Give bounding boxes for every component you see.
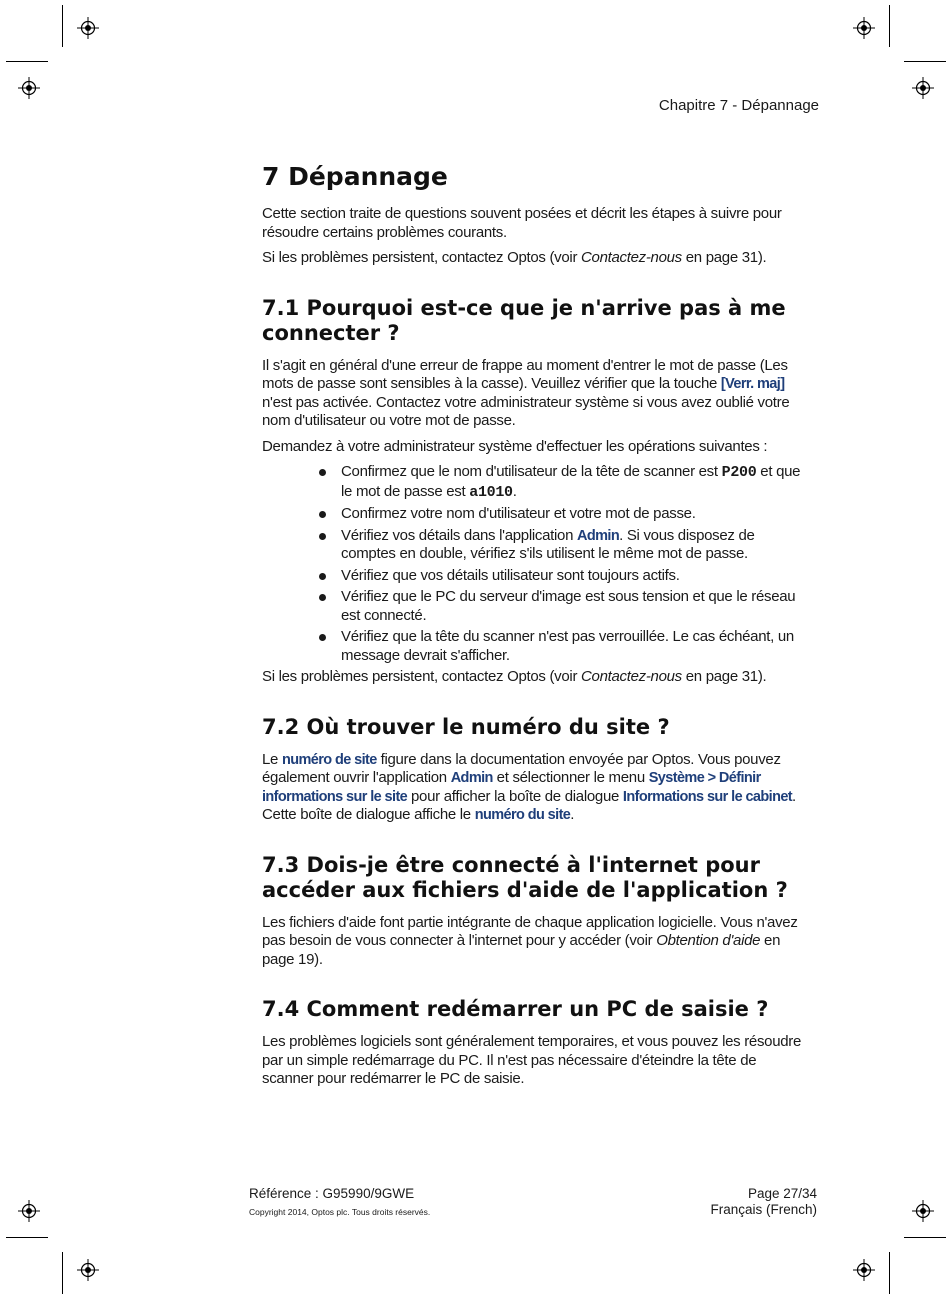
- section-7-3: [262, 853, 807, 970]
- text-segment: n'est pas activée. Contactez votre administrateur système si vous avez oublié votre nom d'utilisateur ou votre mot de passe.: [262, 393, 790, 429]
- section-heading: 7.2 Où trouver le numéro du site ?: [262, 714, 670, 739]
- text-segment: Vérifiez vos détails dans l'application: [341, 526, 577, 544]
- body-paragraph: [262, 357, 807, 431]
- menu-path-label: Système > Définir informations sur le site: [262, 770, 761, 805]
- crop-mark: [6, 1237, 48, 1238]
- list-item: [341, 527, 807, 564]
- language-label: Français (French): [710, 1202, 817, 1217]
- body-paragraph: Les problèmes logiciels sont généralement temporaires, et vous pouvez les résoudre par un simple redémarrage du PC. Il n'est pas nécessaire d'éteindre la tête de scanner pour redémarrer le PC de saisie.: [262, 1033, 802, 1087]
- crop-mark: [62, 5, 63, 47]
- cross-reference-link[interactable]: Contactez-nous: [581, 668, 682, 685]
- registration-mark-icon: [912, 1200, 934, 1222]
- section-7-2: [262, 715, 807, 825]
- crop-mark: [62, 1252, 63, 1294]
- body-paragraph: [262, 914, 807, 970]
- admin-app-label: Admin: [450, 770, 493, 786]
- dialog-name-label: Informations sur le cabinet: [622, 788, 793, 805]
- text-segment: figure dans la documentation envoyée par Optos. Vous pouvez également ouvrir l'application: [262, 750, 781, 786]
- text-segment: Les fichiers d'aide font partie intégrante de chaque application logicielle. Vous n'avez pas besoin de vous connecter à l'internet pour y accéder (voir: [262, 913, 798, 949]
- section-heading: 7.4 Comment redémarrer un PC de saisie ?: [262, 997, 769, 1021]
- body-paragraph: [262, 751, 807, 825]
- body-paragraph: [262, 668, 807, 687]
- intro-contact-paragraph: [262, 249, 807, 268]
- site-number-label: numéro de site: [281, 751, 377, 768]
- section-heading: 7.1 Pourquoi est-ce que je n'arrive pas à me connecter ?: [262, 295, 786, 345]
- list-item: [341, 463, 807, 502]
- copyright-notice: Copyright 2014, Optos plc. Tous droits réservés.: [249, 1207, 431, 1217]
- text-segment: . Si vous disposez de comptes en double, vérifiez s'ils utilisent le même mot de passe.: [341, 526, 755, 562]
- admin-app-label: Admin: [577, 527, 620, 544]
- document-reference: Référence : G95990/9GWE: [249, 1186, 415, 1201]
- text-segment: pour afficher la boîte de dialogue: [407, 787, 623, 805]
- list-item: Vérifiez que la tête du scanner n'est pas verrouillée. Le cas échéant, un message devrait s'afficher.: [341, 628, 807, 665]
- chapter-header: Chapitre 7 - Dépannage: [658, 97, 819, 114]
- crop-mark: [904, 1237, 946, 1238]
- registration-mark-icon: [853, 17, 875, 39]
- username-code: P200: [721, 464, 757, 481]
- list-item: Vérifiez que vos détails utilisateur sont toujours actifs.: [341, 567, 807, 586]
- text-segment: en page 19).: [262, 932, 781, 968]
- section-7-1: [262, 296, 807, 687]
- text-segment: et que le mot de passe est: [341, 463, 801, 500]
- page-title: 7 Dépannage: [262, 162, 448, 191]
- password-code: a1010: [469, 483, 513, 501]
- text-segment: Le: [262, 750, 282, 768]
- text-segment: Si les problèmes persistent, contactez Optos (voir: [262, 249, 582, 266]
- site-number-label: numéro du site: [474, 807, 571, 823]
- registration-mark-icon: [77, 17, 99, 39]
- text-segment: et sélectionner le menu: [492, 769, 649, 786]
- registration-mark-icon: [18, 77, 40, 99]
- crop-mark: [889, 1252, 890, 1294]
- body-paragraph: Demandez à votre administrateur système d'effectuer les opérations suivantes :: [262, 437, 768, 455]
- crop-mark: [904, 61, 946, 62]
- list-item: Confirmez votre nom d'utilisateur et votre mot de passe.: [341, 505, 807, 524]
- text-segment: en page 31).: [681, 668, 767, 685]
- section-heading: 7.3 Dois-je être connecté à l'internet pour accéder aux fichiers d'aide de l'application ?: [262, 852, 788, 902]
- page-number: Page 27/34: [747, 1186, 817, 1201]
- text-segment: .: [512, 482, 517, 500]
- text-segment: Confirmez que le nom d'utilisateur de la tête de scanner est: [341, 463, 722, 480]
- section-7-4: [262, 997, 807, 1089]
- cross-reference-link[interactable]: Obtention d'aide: [656, 932, 761, 949]
- text-segment: Si les problèmes persistent, contactez Optos (voir: [262, 668, 582, 685]
- intro-paragraph: Cette section traite de questions souvent posées et décrit les étapes à suivre pour résoudre certains problèmes courants.: [262, 205, 782, 241]
- registration-mark-icon: [853, 1259, 875, 1281]
- crop-mark: [6, 61, 48, 62]
- footer-right: [710, 1186, 817, 1218]
- text-segment: .: [570, 806, 575, 823]
- crop-mark: [889, 5, 890, 47]
- cross-reference-link[interactable]: Contactez-nous: [581, 249, 682, 266]
- text-segment: Il s'agit en général d'une erreur de frappe au moment d'entrer le mot de passe (Les mots de passe sont sensibles à la casse). Veuillez vérifier que la touche: [262, 356, 788, 392]
- list-item: Vérifiez que le PC du serveur d'image est sous tension et que le réseau est connecté.: [341, 588, 807, 625]
- caps-lock-key-label: [Verr. maj]: [720, 376, 785, 392]
- registration-mark-icon: [77, 1259, 99, 1281]
- page-content: [262, 160, 807, 1096]
- text-segment: en page 31).: [681, 249, 767, 266]
- text-segment: . Cette boîte de dialogue affiche le: [262, 787, 796, 823]
- checklist: [262, 463, 807, 665]
- registration-mark-icon: [912, 77, 934, 99]
- footer-left: [249, 1186, 430, 1220]
- registration-mark-icon: [18, 1200, 40, 1222]
